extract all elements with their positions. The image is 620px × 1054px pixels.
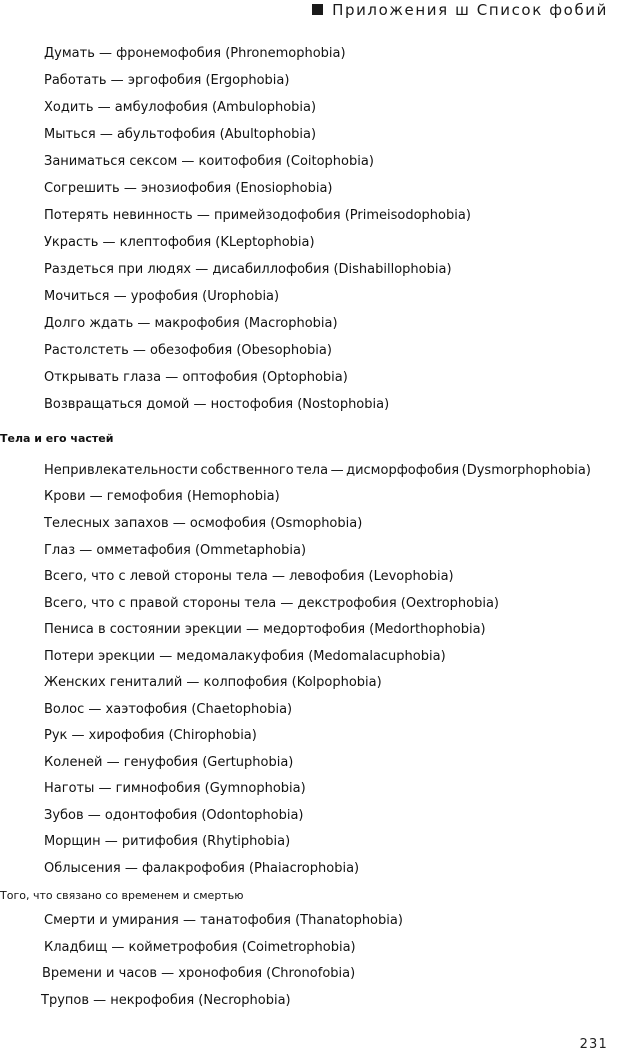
list-item: Времени и часов — хронофобия (Chronofobia) [42, 966, 356, 981]
running-header-title: Приложения ш Список фобий [332, 1, 608, 19]
list-item: Кладбищ — койметрофобия (Coimetrophobia) [44, 940, 356, 955]
list-item: Коленей — генуфобия (Gertuphobia) [44, 755, 294, 770]
list-item: Долго ждать — макрофобия (Macrophobia) [44, 316, 338, 331]
list-item: Мочиться — урофобия (Urophobia) [44, 289, 280, 304]
list-item-word: дисморфофобия [346, 463, 460, 478]
list-item-word: тела [296, 463, 329, 478]
list-item: Пениса в состоянии эрекции — медортофобия (Medorthophobia) [44, 622, 486, 637]
list-item: Всего, что с правой стороны тела — декстрофобия (Oextrophobia) [44, 596, 500, 611]
list-item-word: Непривлекательности [44, 463, 198, 478]
list-item: Мыться — абультофобия (Abultophobia) [44, 127, 317, 142]
list-item: Крови — гемофобия (Hemophobia) [44, 489, 280, 504]
list-item: Морщин — ритифобия (Rhytiphobia) [44, 834, 291, 849]
running-header [312, 1, 608, 19]
list-item-word: (Dysmorphophobia) [461, 463, 591, 478]
list-item: Возвращаться домой — ностофобия (Nostophobia) [44, 397, 390, 412]
list-item: Телесных запахов — осмофобия (Osmophobia) [44, 516, 363, 531]
list-item: Растолстеть — обезофобия (Obesophobia) [44, 343, 332, 358]
page-number: 231 [579, 1037, 608, 1052]
list-item: Украсть — клептофобия (KLeptophobia) [44, 235, 315, 250]
list-item: Трупов — некрофобия (Necrophobia) [41, 993, 291, 1008]
list-item: Думать — фронемофобия (Phronemophobia) [44, 46, 346, 61]
list-item: Открывать глаза — оптофобия (Optophobia) [44, 370, 348, 385]
list-item: Рук — хирофобия (Chirophobia) [44, 728, 257, 743]
list-item: Облысения — фалакрофобия (Phaiacrophobia) [44, 861, 360, 876]
list-item-word: собственного [200, 463, 294, 478]
list-item: Заниматься сексом — коитофобия (Coitophobia) [44, 154, 374, 169]
list-item: Всего, что с левой стороны тела — левофобия (Levophobia) [44, 569, 454, 584]
section-heading: Тела и его частей [0, 432, 114, 445]
list-item: Наготы — гимнофобия (Gymnophobia) [44, 781, 306, 796]
list-item: Работать — эргофобия (Ergophobia) [44, 73, 290, 88]
list-item: Женских гениталий — колпофобия (Kolpophobia) [44, 675, 382, 690]
list-item: Ходить — амбулофобия (Ambulophobia) [44, 100, 317, 115]
section-caption: Того, что связано со временем и смертью [0, 889, 244, 902]
list-item: Раздеться при людях — дисабиллофобия (Dishabillophobia) [44, 262, 452, 277]
list-item-word: — [330, 463, 344, 478]
list-item: Потерять невинность — примейзодофобия (Primeisodophobia) [44, 208, 471, 223]
list-item: Зубов — одонтофобия (Odontophobia) [44, 808, 304, 823]
list-item: Потери эрекции — медомалакуфобия (Medomalacuphobia) [44, 649, 446, 664]
square-bullet-icon [312, 4, 323, 15]
list-item: Волос — хаэтофобия (Chaetophobia) [44, 702, 293, 717]
list-item [44, 462, 591, 479]
list-item: Согрешить — энозиофобия (Enosiophobia) [44, 181, 333, 196]
list-item: Смерти и умирания — танатофобия (Thanatophobia) [44, 913, 403, 928]
list-item: Глаз — омметафобия (Ommetaphobia) [44, 543, 307, 558]
